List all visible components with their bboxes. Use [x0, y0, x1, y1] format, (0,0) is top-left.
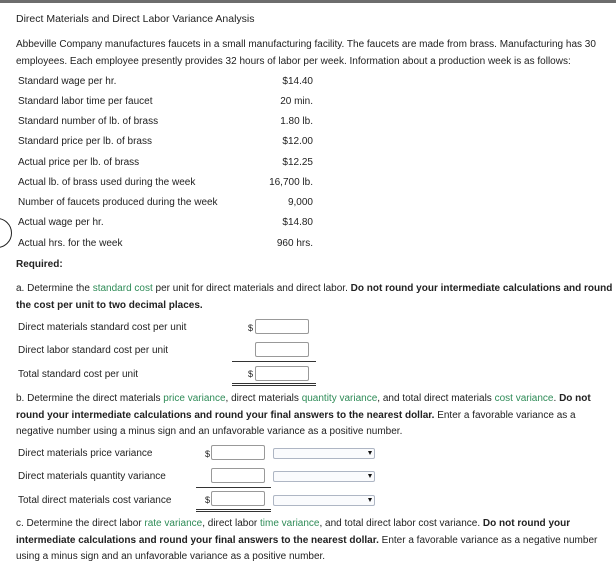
- part-c-text: c. Determine the direct labor: [16, 518, 145, 529]
- part-a-instructions: [16, 281, 614, 314]
- rate-variance-link[interactable]: rate variance: [144, 518, 203, 529]
- part-b-instructions: [16, 391, 614, 441]
- intro-paragraph: Abbeville Company manufactures faucets in a small manufacturing facility. The faucets are made from brass. Manufacturing has 30 employees. Each employee presently provides 32 hours of labor per week. Information about a production week is as follows:: [16, 39, 596, 67]
- total-line: [232, 383, 316, 386]
- info-value: $14.40: [282, 76, 313, 87]
- cursor-circle: [0, 218, 12, 248]
- info-value: 16,700 lb.: [269, 177, 313, 188]
- part-c-text: , direct labor: [202, 518, 261, 529]
- info-label: Actual hrs. for the week: [18, 238, 123, 249]
- chevron-down-icon: [368, 474, 372, 478]
- part-c-text: , and total direct labor cost variance.: [319, 518, 483, 529]
- total-line: [196, 509, 271, 512]
- part-c-instructions: [16, 516, 614, 566]
- info-value: 960 hrs.: [276, 238, 313, 249]
- standard-cost-link[interactable]: standard cost: [92, 283, 153, 294]
- cost-variance-link[interactable]: cost variance: [494, 393, 554, 404]
- dm-quantity-variance-input[interactable]: [211, 468, 265, 483]
- part-c-text: Enter a favorable variance as a negative number using a minus sign and an unfavorable variance as a positive number.: [16, 534, 598, 562]
- dollar-sign: $: [205, 449, 211, 459]
- part-a-text: per unit for direct materials and direct labor.: [152, 283, 351, 294]
- dm-price-variance-label: Direct materials price variance: [18, 448, 153, 459]
- chevron-down-icon: [368, 451, 372, 455]
- top-border: [0, 0, 616, 3]
- part-b-text: , direct materials: [225, 393, 302, 404]
- part-b-text: b. Determine the direct materials: [16, 393, 164, 404]
- info-label: Standard wage per hr.: [18, 76, 117, 87]
- dm-quantity-variance-label: Direct materials quantity variance: [18, 471, 166, 482]
- time-variance-link[interactable]: time variance: [260, 518, 320, 529]
- info-value: $12.25: [282, 157, 313, 168]
- dl-standard-cost-input[interactable]: [255, 342, 309, 357]
- part-c-bold: Do not round your intermediate calculations and round your final answers to the nearest dollar.: [16, 518, 571, 546]
- dollar-sign: $: [248, 369, 254, 379]
- part-b-bold: Do not round your intermediate calculations and round your final answers to the nearest dollar.: [16, 393, 591, 421]
- part-a-text: a. Determine the: [16, 283, 93, 294]
- dm-standard-cost-input[interactable]: [255, 319, 309, 334]
- part-a-bold: Do not round your intermediate calculations and round the cost per unit to two decimal places.: [16, 283, 613, 311]
- total-standard-cost-input[interactable]: [255, 366, 309, 381]
- info-value: 1.80 lb.: [280, 116, 313, 127]
- part-b-text: .: [553, 393, 560, 404]
- part-b-text: , and total direct materials: [377, 393, 495, 404]
- part-b-text: Enter a favorable variance as a negative number using a minus sign and an unfavorable variance as a positive number.: [16, 409, 576, 437]
- chevron-down-icon: [368, 498, 372, 502]
- dm-price-variance-select[interactable]: [273, 448, 375, 459]
- info-value: 9,000: [287, 197, 313, 208]
- dl-standard-cost-label: Direct labor standard cost per unit: [18, 345, 169, 356]
- dollar-sign: $: [205, 495, 211, 505]
- info-label: Number of faucets produced during the week: [18, 197, 218, 208]
- sum-line: [196, 487, 271, 488]
- required-heading: Required:: [16, 259, 63, 270]
- info-label: Actual lb. of brass used during the week: [18, 177, 196, 188]
- dm-standard-cost-label: Direct materials standard cost per unit: [18, 322, 187, 333]
- info-label: Standard price per lb. of brass: [18, 136, 152, 147]
- info-label: Actual price per lb. of brass: [18, 157, 140, 168]
- dm-quantity-variance-select[interactable]: [273, 471, 375, 482]
- info-label: Actual wage per hr.: [18, 217, 104, 228]
- dm-price-variance-input[interactable]: [211, 445, 265, 460]
- quantity-variance-link[interactable]: quantity variance: [301, 393, 378, 404]
- info-label: Standard number of lb. of brass: [18, 116, 159, 127]
- page-title: Direct Materials and Direct Labor Variance Analysis: [16, 13, 255, 25]
- total-dm-variance-select[interactable]: [273, 495, 375, 506]
- total-dm-variance-input[interactable]: [211, 491, 265, 506]
- total-standard-cost-label: Total standard cost per unit: [18, 369, 139, 380]
- total-dm-variance-label: Total direct materials cost variance: [18, 495, 172, 506]
- dollar-sign: $: [248, 323, 254, 333]
- info-value: 20 min.: [280, 96, 313, 107]
- price-variance-link[interactable]: price variance: [163, 393, 226, 404]
- info-value: $12.00: [282, 136, 313, 147]
- info-value: $14.80: [282, 217, 313, 228]
- sum-line: [232, 361, 316, 362]
- info-label: Standard labor time per faucet: [18, 96, 153, 107]
